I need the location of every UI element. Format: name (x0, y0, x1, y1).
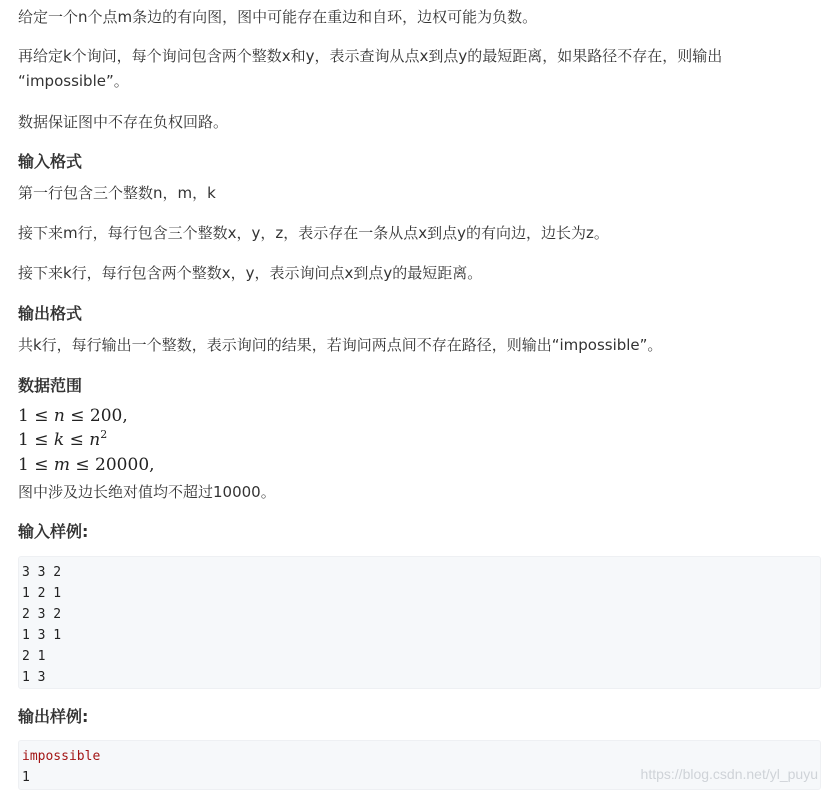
range-m-suffix: ≤ 20000, (70, 455, 155, 475)
data-range-note: 图中涉及边长绝对值均不超过10000。 (18, 483, 276, 501)
input-format-line-3: 接下来k行，每行包含两个整数x，y，表示询问点x到点y的最短距离。 (18, 264, 483, 282)
range-n-suffix: ≤ 200, (64, 406, 128, 426)
data-range-m (18, 453, 155, 477)
sample-input-line: 2 3 2 (22, 607, 62, 622)
sample-input-line: 1 3 1 (22, 628, 62, 643)
sample-output-heading: 输出样例: (18, 707, 89, 726)
input-format-line-2: 接下来m行，每行包含三个整数x，y，z，表示存在一条从点x到点y的有向边，边长为z。 (18, 224, 609, 242)
sample-input-code-block (18, 556, 821, 689)
sample-input-line: 2 1 (22, 649, 46, 664)
range-m-prefix: 1 ≤ (18, 455, 54, 475)
description-paragraph-2-line-2: “impossible”。 (18, 72, 129, 90)
range-k-variable: k (53, 430, 65, 450)
sample-input-line: 1 2 1 (22, 586, 62, 601)
range-m-variable: m (53, 455, 70, 475)
data-range-n (18, 404, 128, 428)
sample-input-line: 3 3 2 (22, 565, 62, 580)
watermark: https://blog.csdn.net/yl_puyu (640, 766, 818, 782)
sample-input-line: 1 3 (22, 670, 46, 685)
description-paragraph-2-line-1: 再给定k个询问，每个询问包含两个整数x和y，表示查询从点x到点y的最短距离，如果路径不存在，则输出 (18, 47, 723, 65)
data-range-k (18, 428, 107, 452)
sample-output-line: impossible (22, 749, 101, 764)
description-paragraph-3: 数据保证图中不存在负权回路。 (18, 113, 229, 131)
input-format-heading: 输入格式 (18, 152, 83, 171)
output-format-line-1: 共k行，每行输出一个整数，表示询问的结果，若询问两点间不存在路径，则输出“impossible”。 (18, 336, 663, 354)
output-format-heading: 输出格式 (18, 304, 83, 323)
sample-output-line: 1 (22, 770, 30, 785)
sample-input-heading: 输入样例: (18, 522, 89, 541)
sample-output-code-block (18, 740, 821, 790)
range-k-middle: ≤ (64, 430, 90, 450)
data-range-heading: 数据范围 (18, 376, 83, 395)
input-format-line-1: 第一行包含三个整数n，m，k (18, 184, 216, 202)
range-n-variable: n (53, 406, 65, 426)
range-k-prefix: 1 ≤ (18, 430, 54, 450)
range-k-exponent: 2 (100, 428, 108, 441)
description-paragraph-1: 给定一个n个点m条边的有向图，图中可能存在重边和自环，边权可能为负数。 (18, 8, 538, 26)
range-k-bound-variable: n (89, 430, 101, 450)
range-n-prefix: 1 ≤ (18, 406, 54, 426)
